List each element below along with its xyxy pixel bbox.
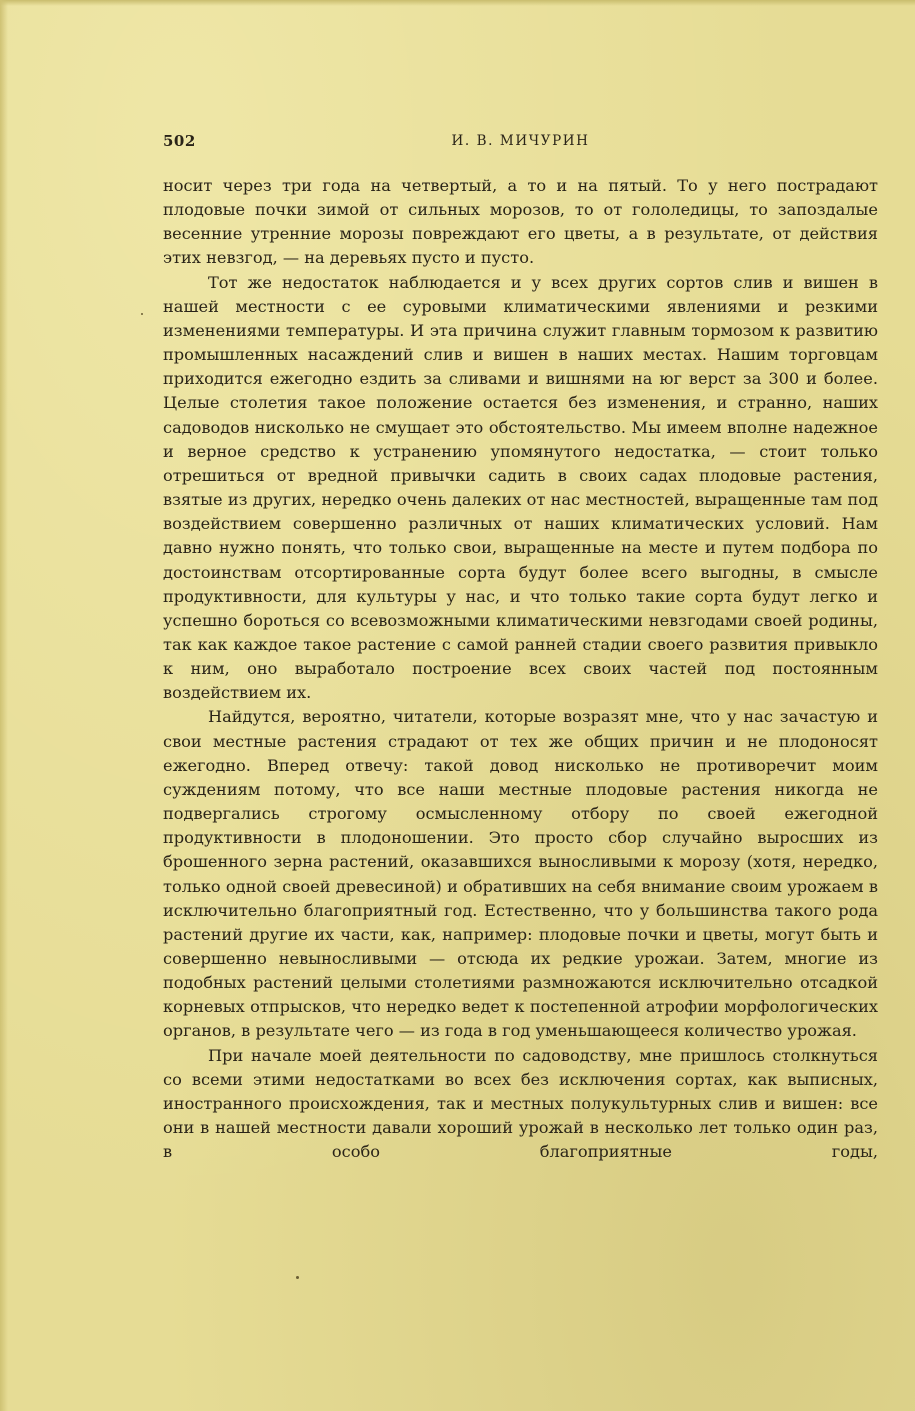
paragraph-1: носит через три года на четвертый, а то и на пятый. То у него пострадают плодовые почки зимой от сильных морозов, то от гололедицы, то запоздалые весенние утренние морозы повреждают его цветы, а в результате, от действия этих невзгод, — на деревьях пусто и пусто. [163, 176, 878, 268]
paragraph-4: При начале моей деятельности по садоводству, мне пришлось столкнуться со всеми этими недостатками во всех без исключения сортах, как выписных, иностранного происхождения, так и местных полукультурных слив и вишен: все они в нашей местности давали хороший урожай в несколько лет только один раз, в особо благоприятные годы, [163, 1045, 878, 1162]
page-top-edge [0, 0, 915, 6]
paragraph-3: Найдутся, вероятно, читатели, которые возразят мне, что у нас зачастую и свои местные растения страдают от тех же общих причин и не плодоносят ежегодно. Вперед отвечу: такой довод нисколько не противоречит моим суждениям потому, что все наши местные плодовые растения никогда не подвергались строгому осмысленному отбору по своей ежегодной продуктивности в плодоношении. Это просто сбор случайно выросших из брошенного зерна растений, оказавшихся выносливыми к морозу (хотя, нередко, только одной своей древесиной) и обративших на себя внимание своим урожаем в исключительно благоприятный год. Естественно, что у большинства такого рода растений другие их части, как, например: плодовые почки и цветы, могут быть и совершенно невыносливыми — отсюда их редкие урожаи. Затем, многие из подобных растений целыми столетиями размножаются исключительно отсадкой корневых отпрысков, что нередко ведет к постепенной атрофии морфологических органов, в результате чего — из года в год уменьшающееся количество урожая. [163, 707, 878, 1041]
page-number: 502 [163, 132, 196, 150]
text-body [163, 174, 878, 1164]
paragraph-2: Тот же недостаток наблюдается и у всех других сортов слив и вишен в нашей местности с ее суровыми климатическими явлениями и резкими изменениями температуры. И эта причина служит главным тормозом к развитию промышленных насаждений слив и вишен в наших местах. Нашим торговцам приходится ежегодно ездить за сливами и вишнями на юг верст за 300 и более. Целые столетия такое положение остается без изменения, и странно, наших садоводов нисколько не смущает это обстоятельство. Мы имеем вполне надежное и верное средство к устранению упомянутого недостатка, — стоит только отрешиться от вредной привычки садить в своих садах плодовые растения, взятые из других, нередко очень далеких от нас местностей, выращенные там под воздействием совершенно различных от наших климатических условий. Нам давно нужно понять, что только свои, выращенные на месте и путем подбора по достоинствам отсортированные сорта будут более всего выгодны, в смысле продуктивности, для культуры у нас, и что только такие сорта будут легко и успешно бороться со всевозможными климатическими невзгодами своей родины, так как каждое такое растение с самой ранней стадии своего развития привыкло к ним, оно выработало построение всех своих частей под постоянным воздействием их. [163, 272, 878, 703]
running-head: И. В. МИЧУРИН [451, 133, 590, 149]
page-left-edge [0, 0, 8, 1411]
paper-speck [296, 1276, 299, 1279]
page-header [163, 130, 878, 154]
paper-speck [141, 313, 143, 315]
